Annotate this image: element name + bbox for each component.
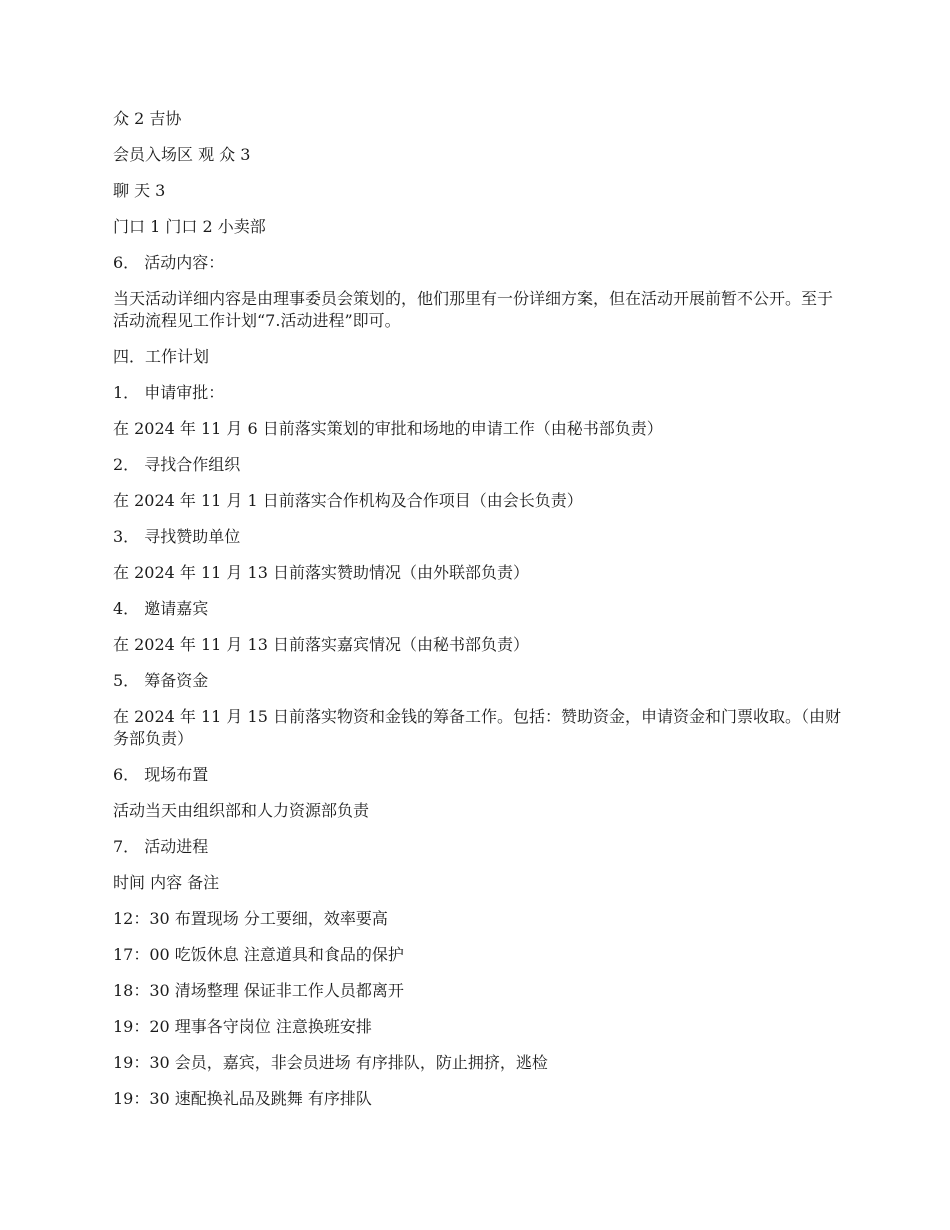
section-heading-activity-content: 6． 活动内容： <box>113 253 225 272</box>
plan-item-text-guests: 在 2024 年 11 月 13 日前落实嘉宾情况（由秘书部负责） <box>113 635 529 654</box>
plan-item-heading-sponsors: 3． 寻找赞助单位 <box>113 527 241 546</box>
plan-item-text-sponsors: 在 2024 年 11 月 13 日前落实赞助情况（由外联部负责） <box>113 563 529 582</box>
document-page <box>113 108 843 1124</box>
plan-item-heading-funding: 5． 筹备资金 <box>113 671 209 690</box>
schedule-row: 17：00 吃饭休息 注意道具和食品的保护 <box>113 945 404 964</box>
schedule-header-row: 时间 内容 备注 <box>113 873 220 892</box>
venue-line-2: 会员入场区 观 众 3 <box>113 145 251 164</box>
plan-item-heading-partners: 2． 寻找合作组织 <box>113 455 241 474</box>
schedule-row: 19：20 理事各守岗位 注意换班安排 <box>113 1017 372 1036</box>
schedule-row: 12：30 布置现场 分工要细，效率要高 <box>113 909 388 928</box>
venue-line-1: 众 2 吉协 <box>113 109 182 128</box>
plan-item-text-approval: 在 2024 年 11 月 6 日前落实策划的审批和场地的申请工作（由秘书部负责） <box>113 419 663 438</box>
plan-item-text-setup: 活动当天由组织部和人力资源部负责 <box>113 801 370 820</box>
plan-item-heading-guests: 4． 邀请嘉宾 <box>113 599 209 618</box>
schedule-row: 19：30 速配换礼品及跳舞 有序排队 <box>113 1089 372 1108</box>
plan-item-text-partners: 在 2024 年 11 月 1 日前落实合作机构及合作项目（由会长负责） <box>113 491 583 510</box>
chapter-heading-work-plan: 四．工作计划 <box>113 347 210 366</box>
plan-item-heading-approval: 1． 申请审批： <box>113 383 225 402</box>
venue-line-4: 门口 1 门口 2 小卖部 <box>113 217 266 236</box>
plan-item-heading-schedule: 7． 活动进程 <box>113 837 209 856</box>
venue-line-3: 聊 天 3 <box>113 181 166 200</box>
activity-content-paragraph: 当天活动详细内容是由理事委员会策划的，他们那里有一份详细方案，但在活动开展前暂不公开。至于活动流程见工作计划“7.活动进程”即可。 <box>113 289 834 330</box>
schedule-row: 19：30 会员，嘉宾，非会员进场 有序排队，防止拥挤，逃检 <box>113 1053 548 1072</box>
plan-item-text-funding: 在 2024 年 11 月 15 日前落实物资和金钱的筹备工作。包括：赞助资金，申请资金和门票收取。（由财务部负责） <box>113 707 841 748</box>
plan-item-heading-setup: 6． 现场布置 <box>113 765 209 784</box>
schedule-row: 18：30 清场整理 保证非工作人员都离开 <box>113 981 404 1000</box>
